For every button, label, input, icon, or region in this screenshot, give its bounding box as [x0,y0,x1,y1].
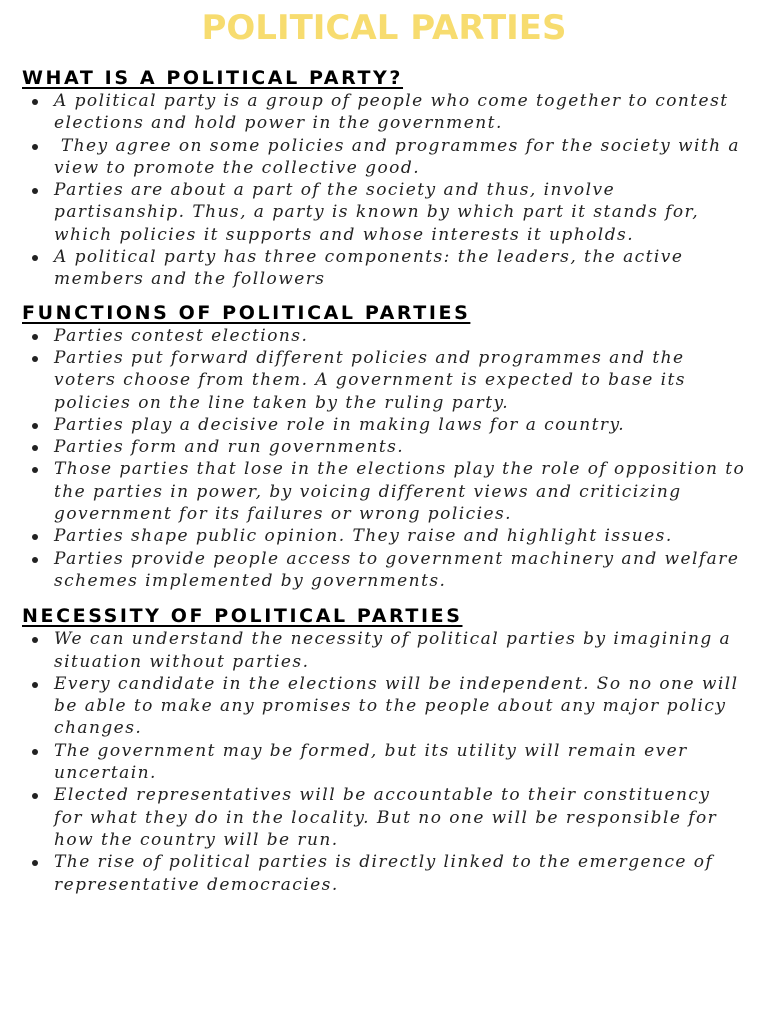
bullet-icon [32,749,38,755]
bullet-icon [32,534,38,540]
list-item-text: They agree on some policies and programmes for the society with a view to promote the collective good. [54,135,747,178]
section-heading: NECESSITY OF POLITICAL PARTIES [22,605,463,628]
list-item-text: The government may be formed, but its utility will remain ever uncertain. [54,740,688,784]
bullet-icon [32,682,38,688]
list-item-text: Elected representatives will be accountable to their constituency for what they do in the locality. But no one will be responsible for how the country will be run. [54,785,718,850]
bullet-icon [32,334,38,340]
bullet-icon [32,99,38,105]
list-item-text: We can understand the necessity of political parties by imagining a situation without parties. [54,629,732,672]
list-item [22,347,746,414]
list-item-text: Parties shape public opinion. They raise and highlight issues. [54,526,673,547]
list-item [22,851,746,896]
list-item [22,179,746,246]
bullet-icon [32,467,38,473]
list-item-text: Parties contest elections. [54,325,309,346]
list-item-text: A political party is a group of people who come together to contest elections and hold power in the government. [54,91,729,134]
bullet-icon [32,793,38,799]
section-functions-of-political-parties [22,301,746,593]
list-item [22,325,746,347]
list-item [22,135,746,180]
bullet-icon [32,860,38,866]
bullet-list [22,90,746,291]
list-item-text: Parties provide people access to government machinery and welfare schemes implemented by governments. [54,548,740,591]
list-item [22,548,746,593]
page-title: POLITICAL PARTIES [201,8,567,48]
bullet-icon [32,423,38,429]
bullet-icon [32,188,38,194]
section-heading: FUNCTIONS OF POLITICAL PARTIES [22,301,471,324]
list-item-text: Every candidate in the elections will be independent. So no one will be able to make any promises to the people about any major policy changes. [54,673,739,739]
list-item-text: The rise of political parties is directly linked to the emergence of representative democracies. [54,852,714,895]
list-item [22,414,746,436]
list-item-text: Parties form and run governments. [54,437,405,458]
list-item [22,90,746,135]
list-item [22,436,746,458]
section-what-is-a-political-party [22,66,746,291]
list-item [22,740,746,785]
bullet-icon [32,637,38,643]
bullet-icon [32,144,38,150]
list-item-text: Parties put forward different policies and programmes and the voters choose from them. A government is expected to base its policies on the line taken by the ruling party. [54,347,686,413]
list-item-text: Parties are about a part of the society and thus, involve partisanship. Thus, a party is known by which part it stands for, which policies it supports and whose interests it upholds. [54,180,700,245]
list-item [22,784,746,851]
list-item-text: Parties play a decisive role in making laws for a country. [54,414,626,435]
list-item-text: A political party has three components: the leaders, the active members and the followers [54,247,684,290]
section-heading: WHAT IS A POLITICAL PARTY? [22,67,404,89]
list-item [22,525,746,547]
bullet-list [22,628,746,896]
bullet-icon [32,356,38,362]
list-item-text: Those parties that lose in the elections play the role of opposition to the parties in power, by voicing different views and criticizing government for its failures or wrong policies. [54,459,746,525]
section-necessity-of-political-parties [22,604,746,896]
bullet-icon [32,445,38,451]
list-item [22,628,746,673]
bullet-icon [32,557,38,563]
bullet-icon [32,255,38,261]
list-item [22,246,746,291]
list-item [22,673,746,740]
bullet-list [22,325,746,593]
list-item [22,458,746,525]
